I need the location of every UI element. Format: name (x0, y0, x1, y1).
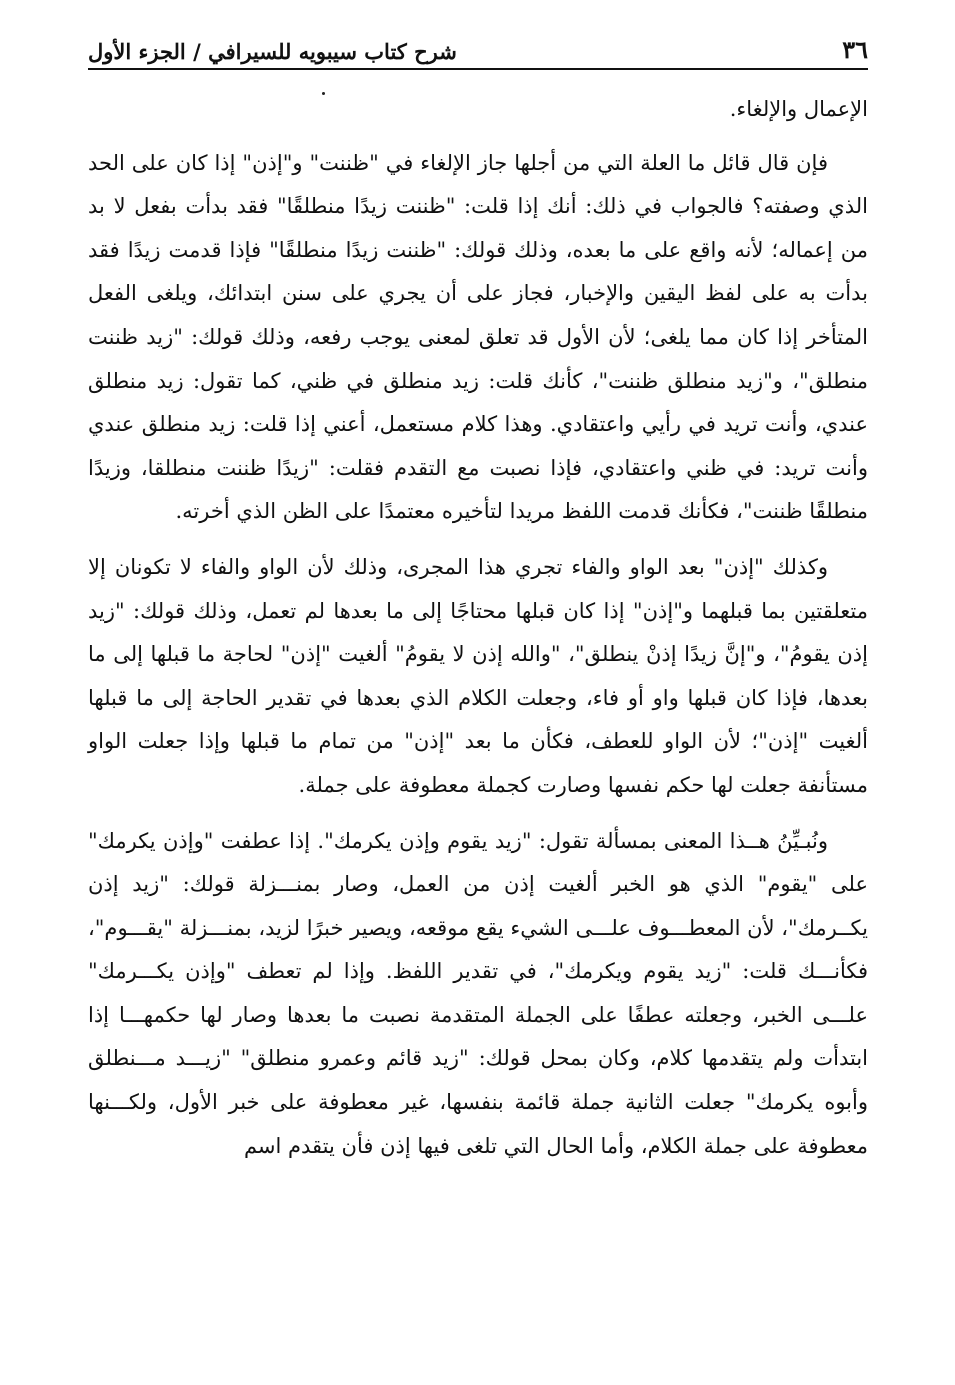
running-title: شرح كتاب سيبويه للسيرافي / الجزء الأول (88, 39, 457, 64)
paragraph: الإعمال والإلغاء. (729, 97, 868, 121)
page (88, 20, 868, 1180)
scan-speck (322, 92, 325, 95)
body-text (88, 88, 868, 1168)
paragraph: فإن قال قائل ما العلة التي من أجلها جاز الإلغاء في "ظننت" و"إذن" إذا كان على الحد الذي وصفته؟ فالجواب في ذلك: أنك إذا قلت: "ظننت زيدًا منطلقًا" فقد بدأت بفعل لا بد من إعماله؛ لأنه واقع على ما بعده، وذلك قولك: "ظننت زيدًا منطلقًا" فإذا قدمت زيدًا فقد بدأت به على لفظ اليقين والإخبار، فجاز على أن يجري على سنن ابتدائك، ويلغى الفعل المتأخر إذا كان مما يلغى؛ لأن الأول قد تعلق لمعنى يوجب رفعه، وذلك قولك: "زيد ظننت منطلق"، و"زيد منطلق ظننت"، كأنك قلت: زيد منطلق في ظني، كما تقول: زيد منطلق عندي، وأنت تريد في رأيي واعتقادي. وهذا كلام مستعمل، أعني إذا قلت: زيد منطلق عندي وأنت تريد: في ظني واعتقادي، فإذا نصبت مع التقدم فقلت: "زيدًا ظننت منطلقا، وزيدًا منطلقًا ظننت"، فكأنك قدمت اللفظ مريدا لتأخيره معتمدًا على الظن الذي أخرته. (88, 150, 868, 524)
running-head (88, 20, 868, 64)
paragraph: وكذلك "إذن" بعد الواو والفاء تجري هذا المجرى، وذلك لأن الواو والفاء لا تكونان إلا متعلقتين بما قبلهما و"إذن" إذا كان قبلها محتاجًا إلى ما بعدها لم تعمل، وذلك قولك: "زيد إذن يقومُ"، و"إنَّ زيدًا إذنْ ينطلق"، "والله إذن لا يقومُ" ألغيت "إذن" لحاجة ما قبلها إلى ما بعدها، فإذا كان قبلها واو أو فاء، وجعلت الكلام الذي بعدها في تقدير الحاجة إلى ما قبلها ألغيت "إذن"؛ لأن الواو للعطف، فكأن ما بعد "إذن" من تمام ما قبلها وإذا جعلت الواو مستأنفة جعلت لها حكم نفسها وصارت كجملة معطوفة على جملة. (88, 554, 868, 797)
paragraph: ونُبـيِّنُ هــذا المعنى بمسألة تقول: "زيد يقوم وإذن يكرمك". إذا عطفت "وإذن يكرمك" على "يقوم" الذي هو الخبر ألغيت إذن من العمل، وصار بمنـــزلة قولك: "زيد إذن يكــرمك"، لأن المعطـــوف علـــى الشيء يقع موقعه، ويصير خبرًا لزيد، بمنـــزلة "يقـــوم"، فكأنـــك قلت: "زيد يقوم ويكرمك"، في تقدير اللفظ. وإذا لم تعطف "وإذن يكـــرمك" علـــى الخبر، وجعلته عطفًا على الجملة المتقدمة نصبت ما بعدها وصار لها حكمهـــا إذا ابتدأت ولم يتقدمها كلام، وكان بمحل قولك: "زيد قائم وعمرو منطلق" "زيـــد مـــنطلق وأبوه يكرمك" جعلت الثانية جملة قائمة بنفسها، غير معطوفة على خبر الأول، ولكـــنها معطوفة على جملة الكلام، وأما الحال التي تلغى فيها إذن فأن يتقدم اسم (88, 828, 868, 1158)
page-number: ٣٦ (842, 35, 868, 64)
header-rule (88, 68, 868, 70)
